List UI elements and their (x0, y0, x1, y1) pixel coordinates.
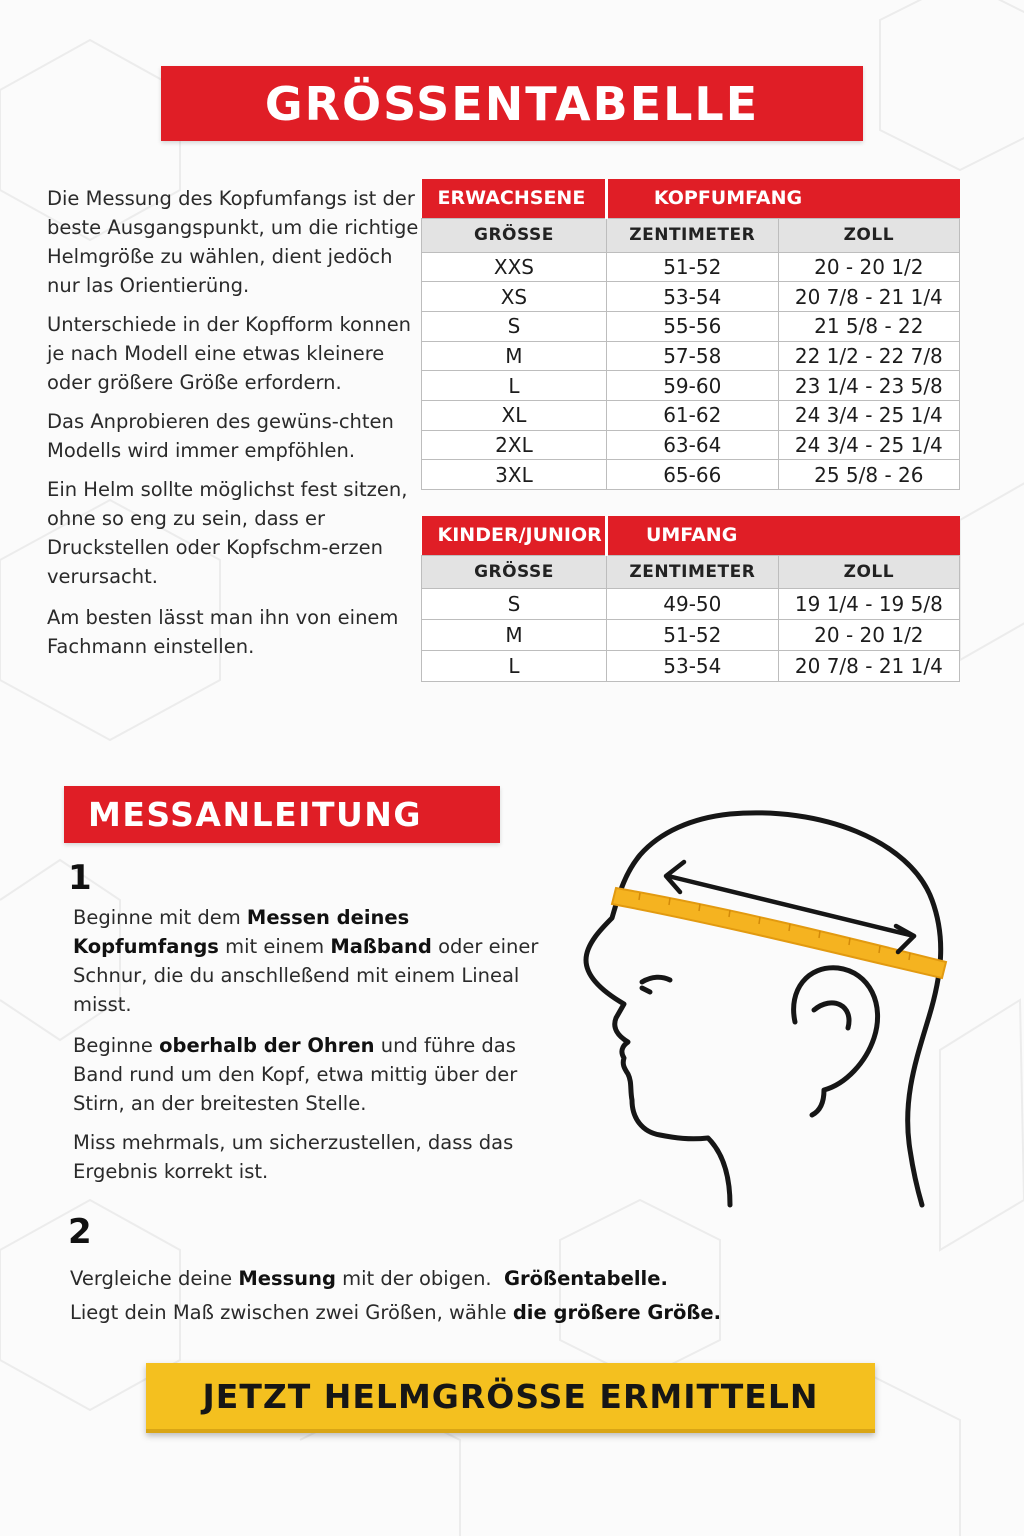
size-cell: S (422, 588, 607, 619)
table-row (422, 282, 960, 312)
cm-cell: 63-64 (606, 430, 778, 460)
col-size: GRÖSSE (422, 218, 607, 252)
step-2-line (70, 1296, 850, 1330)
cm-cell: 61-62 (606, 400, 778, 430)
cm-cell: 65-66 (606, 460, 778, 490)
column-header-row (422, 218, 960, 252)
inch-cell: 20 - 20 1/2 (778, 619, 959, 650)
inch-cell: 24 3/4 - 25 1/4 (778, 430, 959, 460)
text-span: mit der obigen. (335, 1267, 505, 1290)
bold-span: Größentabelle. (504, 1267, 668, 1290)
size-cell: L (422, 650, 607, 681)
inch-cell: 24 3/4 - 25 1/4 (778, 400, 959, 430)
table-row (422, 252, 960, 282)
inch-cell: 20 7/8 - 21 1/4 (778, 650, 959, 681)
step-2-line (70, 1262, 850, 1296)
bold-span: oberhalb der Ohren (159, 1034, 375, 1057)
instructions-title: MESSANLEITUNG (64, 786, 500, 843)
find-helmet-size-button[interactable]: JETZT HELMGRÖSSE ERMITTELN (146, 1363, 875, 1433)
step-1-paragraph (73, 1031, 553, 1118)
size-cell: 3XL (422, 460, 607, 490)
column-header-row (422, 555, 960, 588)
text-span: mit einem (218, 935, 331, 958)
inch-cell: 20 7/8 - 21 1/4 (778, 282, 959, 312)
table-row (422, 650, 960, 681)
cm-cell: 53-54 (606, 282, 778, 312)
col-inch: ZOLL (778, 218, 959, 252)
step-2-text (70, 1262, 850, 1330)
step-1-paragraph: Miss mehrmals, um sicherzustellen, dass das Ergebnis korrekt ist. (73, 1131, 514, 1183)
bold-span: Messung (238, 1267, 336, 1290)
intro-text (47, 184, 419, 661)
size-cell: S (422, 311, 607, 341)
cm-cell: 53-54 (606, 650, 778, 681)
size-cell: 2XL (422, 430, 607, 460)
col-cm: ZENTIMETER (606, 218, 778, 252)
table-row (422, 400, 960, 430)
size-cell: XXS (422, 252, 607, 282)
intro-paragraph: Das Anprobieren des gewüns-chten Modells wird immer empföhlen. (47, 410, 394, 462)
text-span: und führe das Band rund um den Kopf, etwa mittig über der Stirn, an der breitesten Stelle. (73, 1034, 518, 1115)
cm-cell: 51-52 (606, 252, 778, 282)
head-measuring-icon (580, 800, 960, 1220)
col-cm: ZENTIMETER (606, 555, 778, 588)
page-title: GRÖSSENTABELLE (161, 66, 863, 141)
step-1-number: 1 (68, 858, 92, 898)
inch-cell: 23 1/4 - 23 5/8 (778, 371, 959, 401)
intro-paragraph: Die Messung des Kopfumfangs ist der beste Ausgangspunkt, um die richtige Helmgröße zu wählen, dient jedöch nur las Orientierüng. (47, 187, 419, 297)
table-row (422, 311, 960, 341)
text-span: Vergleiche deine (70, 1267, 239, 1290)
cm-cell: 59-60 (606, 371, 778, 401)
text-span: Beginne mit dem (73, 906, 247, 929)
col-size: GRÖSSE (422, 555, 607, 588)
table-row (422, 460, 960, 490)
cm-cell: 57-58 (606, 341, 778, 371)
text-span: oder einer Schnur, die du anschlleßend mit einem Lineal misst. (73, 935, 539, 1016)
step-1-paragraph (73, 903, 553, 1019)
cm-cell: 55-56 (606, 311, 778, 341)
table-row (422, 588, 960, 619)
size-cell: XS (422, 282, 607, 312)
col-inch: ZOLL (778, 555, 959, 588)
inch-cell: 21 5/8 - 22 (778, 311, 959, 341)
intro-paragraph: Ein Helm sollte möglichst fest sitzen, ohne so eng zu sein, dass er Druckstellen oder Kopfschm-erzen verursacht. (47, 478, 408, 588)
size-cell: XL (422, 400, 607, 430)
table-header-row (422, 179, 960, 218)
bold-span: Maßband (330, 935, 432, 958)
table-row (422, 341, 960, 371)
adult-size-table (421, 179, 960, 490)
text-span: Liegt dein Maß zwischen zwei Größen, wähle (70, 1301, 513, 1324)
kids-label: KINDER/JUNIOR (422, 516, 607, 555)
adult-label: ERWACHSENE (422, 179, 607, 218)
cm-cell: 51-52 (606, 619, 778, 650)
table-header-row (422, 516, 960, 555)
inch-cell: 19 1/4 - 19 5/8 (778, 588, 959, 619)
text-span: Beginne (73, 1034, 160, 1057)
size-cell: M (422, 619, 607, 650)
bold-span: die größere Größe. (512, 1301, 722, 1324)
table-row (422, 371, 960, 401)
step-1-text (73, 903, 553, 1186)
step-2-number: 2 (68, 1212, 92, 1252)
size-cell: M (422, 341, 607, 371)
circumference-label: UMFANG (606, 516, 959, 555)
table-row (422, 619, 960, 650)
inch-cell: 22 1/2 - 22 7/8 (778, 341, 959, 371)
head-circumference-label: KOPFUMFANG (606, 179, 959, 218)
inch-cell: 25 5/8 - 26 (778, 460, 959, 490)
cm-cell: 49-50 (606, 588, 778, 619)
bold-span: Messen deines Kopfumfangs (73, 906, 410, 958)
table-row (422, 430, 960, 460)
intro-paragraph: Am besten lässt man ihn von einem Fachmann einstellen. (47, 606, 399, 658)
size-cell: L (422, 371, 607, 401)
inch-cell: 20 - 20 1/2 (778, 252, 959, 282)
kids-size-table (421, 516, 960, 682)
intro-paragraph: Unterschiede in der Kopfform konnen je nach Modell eine etwas kleinere oder größere Größe erfordern. (47, 313, 412, 394)
